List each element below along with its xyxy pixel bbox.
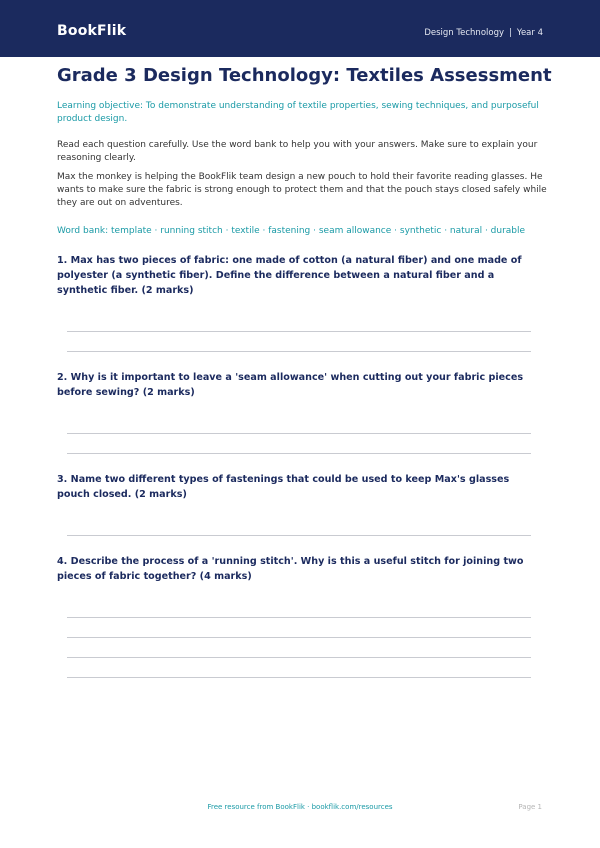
year-label: Year 4 xyxy=(516,28,543,38)
scenario-paragraph: Max the monkey is helping the BookFlik team design a new pouch to hold their favorite reading glasses. He wants to make sure the fabric is strong enough to protect them and that the pouch stays closed safely while they are out on adventures. xyxy=(57,172,547,208)
question-1: 1. Max has two pieces of fabric: one made of cotton (a natural fiber) and one made of polyester (a synthetic fiber). Define the difference between a natural fiber and a synthetic fiber. (2 marks) xyxy=(57,255,522,296)
answer-line[interactable] xyxy=(67,677,531,678)
page-number: Page 1 xyxy=(518,803,542,811)
answer-line[interactable] xyxy=(67,433,531,434)
answer-line[interactable] xyxy=(67,453,531,454)
brand-logo: BookFlik xyxy=(57,23,127,39)
question-3: 3. Name two different types of fastenings that could be used to keep Max's glasses pouch closed. (2 marks) xyxy=(57,474,510,500)
answer-line[interactable] xyxy=(67,617,531,618)
header-separator: | xyxy=(509,28,512,38)
subject-label: Design Technology xyxy=(424,28,505,38)
answer-line[interactable] xyxy=(67,535,531,536)
page-title: Grade 3 Design Technology: Textiles Assessment xyxy=(57,65,552,86)
answer-line[interactable] xyxy=(67,331,531,332)
footer-credit[interactable]: Free resource from BookFlik · bookflik.com/resources xyxy=(207,803,393,811)
answer-line[interactable] xyxy=(67,657,531,658)
learning-objective: Learning objective: To demonstrate understanding of textile properties, sewing techniques, and purposeful product design. xyxy=(57,101,539,124)
question-2: 2. Why is it important to leave a 'seam allowance' when cutting out your fabric pieces before sewing? (2 marks) xyxy=(57,372,524,398)
question-4: 4. Describe the process of a 'running stitch'. Why is this a useful stitch for joining two pieces of fabric together? (4 marks) xyxy=(57,556,524,582)
answer-line[interactable] xyxy=(67,637,531,638)
instructions-paragraph: Read each question carefully. Use the word bank to help you with your answers. Make sure to explain your reasoning clearly. xyxy=(57,140,538,163)
answer-line[interactable] xyxy=(67,351,531,352)
page-header xyxy=(0,0,600,57)
word-bank: Word bank: template · running stitch · textile · fastening · seam allowance · synthetic · natural · durable xyxy=(57,226,526,236)
header-meta xyxy=(424,28,543,38)
